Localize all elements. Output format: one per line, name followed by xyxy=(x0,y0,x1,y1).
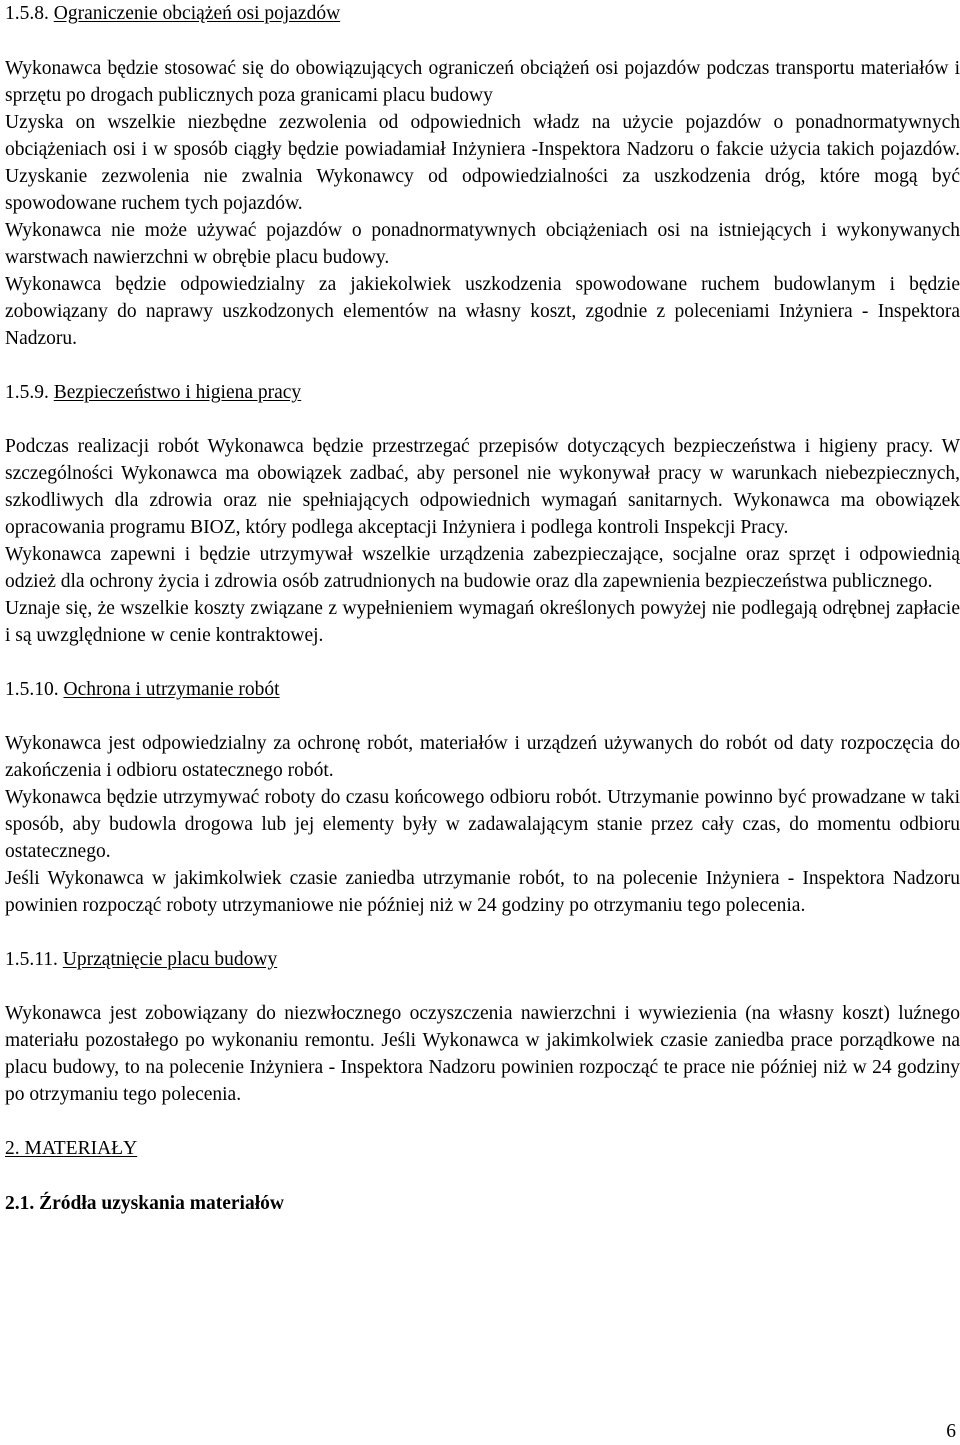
section-heading-1-5-9 xyxy=(5,379,960,406)
paragraph: Podczas realizacji robót Wykonawca będzie przestrzegać przepisów dotyczących bezpieczeństwa i higieny pracy. W szczególności Wykonawca ma obowiązek zadbać, aby personel nie wykonywał pracy w warunkach niebezpiecznych, szkodliwych dla zdrowia oraz nie spełniających odpowiednich wymagań sanitarnych. Wykonawca ma obowiązek opracowania programu BIOZ, który podlega akceptacji Inżyniera i podlega kontroli Inspekcji Pracy. xyxy=(5,436,960,538)
section-number: 1.5.9. xyxy=(5,382,49,403)
paragraph: Wykonawca będzie odpowiedzialny za jakiekolwiek uszkodzenia spowodowane ruchem budowlanym i będzie zobowiązany do naprawy uszkodzonych elementów na własny koszt, zgodnie z poleceniami Inżyniera - Inspektora Nadzoru. xyxy=(5,274,960,349)
paragraph: Wykonawca będzie stosować się do obowiązujących ograniczeń obciążeń osi pojazdów podczas transportu materiałów i sprzętu po drogach publicznych poza granicami placu budowy xyxy=(5,58,960,106)
section-heading-2-1 xyxy=(5,1190,960,1217)
section-heading-1-5-8 xyxy=(5,0,960,27)
section-heading-1-5-10 xyxy=(5,676,960,703)
paragraph: Wykonawca jest odpowiedzialny za ochronę robót, materiałów i urządzeń używanych do robót od daty rozpoczęcia do zakończenia i odbioru ostatecznego robót. xyxy=(5,733,960,781)
section-title: Źródła uzyskania materiałów xyxy=(39,1193,284,1214)
document-page xyxy=(5,0,960,1217)
section-number: 1.5.11. xyxy=(5,949,58,970)
section-heading-1-5-11 xyxy=(5,946,960,973)
paragraph: Jeśli Wykonawca w jakimkolwiek czasie zaniedba utrzymanie robót, to na polecenie Inżyniera - Inspektora Nadzoru powinien rozpocząć roboty utrzymaniowe nie później niż w 24 godziny po otrzymaniu tego polecenia. xyxy=(5,868,960,916)
page-number: 6 xyxy=(946,1421,956,1442)
section-title: Ochrona i utrzymanie robót xyxy=(63,679,280,700)
section-number: 1.5.10. xyxy=(5,679,59,700)
chapter-heading-2 xyxy=(5,1135,960,1162)
section-title: Bezpieczeństwo i higiena pracy xyxy=(53,382,302,403)
paragraph: Wykonawca jest zobowiązany do niezwłocznego oczyszczenia nawierzchni i wywiezienia (na własny koszt) luźnego materiału pozostałego po wykonaniu remontu. Jeśli Wykonawca w jakimkolwiek czasie zaniedba prace porządkowe na placu budowy, to na polecenie Inżyniera - Inspektora Nadzoru powinien rozpocząć te prace nie później niż w 24 godziny po otrzymaniu tego polecenia. xyxy=(5,1003,960,1105)
paragraph: Wykonawca nie może używać pojazdów o ponadnormatywnych obciążeniach osi na istniejących i wykonywanych warstwach nawierzchni w obrębie placu budowy. xyxy=(5,220,960,268)
paragraph: Wykonawca będzie utrzymywać roboty do czasu końcowego odbioru robót. Utrzymanie powinno być prowadzane w taki sposób, aby budowla drogowa lub jej elementy były w zadawalającym stanie przez cały czas, do momentu odbioru ostatecznego. xyxy=(5,787,960,862)
section-number: 1.5.8. xyxy=(5,3,49,24)
section-title: Uprzątnięcie placu budowy xyxy=(62,949,278,970)
chapter-number: 2. xyxy=(5,1138,20,1159)
chapter-title: MATERIAŁY xyxy=(24,1138,138,1159)
paragraph: Uznaje się, że wszelkie koszty związane z wypełnieniem wymagań określonych powyżej nie podlegają odrębnej zapłacie i są uwzględnione w cenie kontraktowej. xyxy=(5,598,960,646)
section-title: Ograniczenie obciążeń osi pojazdów xyxy=(53,3,341,24)
paragraph: Wykonawca zapewni i będzie utrzymywał wszelkie urządzenia zabezpieczające, socjalne oraz sprzęt i odpowiednią odzież dla ochrony życia i zdrowia osób zatrudnionych na budowie oraz dla zapewnienia bezpieczeństwa publicznego. xyxy=(5,544,960,592)
paragraph: Uzyska on wszelkie niezbędne zezwolenia od odpowiednich władz na użycie pojazdów o ponadnormatywnych obciążeniach osi i w sposób ciągły będzie powiadamiał Inżyniera -Inspektora Nadzoru o fakcie użycia takich pojazdów. Uzyskanie zezwolenia nie zwalnia Wykonawcy od odpowiedzialności za uszkodzenia dróg, które mogą być spowodowane ruchem tych pojazdów. xyxy=(5,112,960,214)
chapter-heading-text xyxy=(5,1138,137,1159)
section-number: 2.1. xyxy=(5,1193,35,1214)
